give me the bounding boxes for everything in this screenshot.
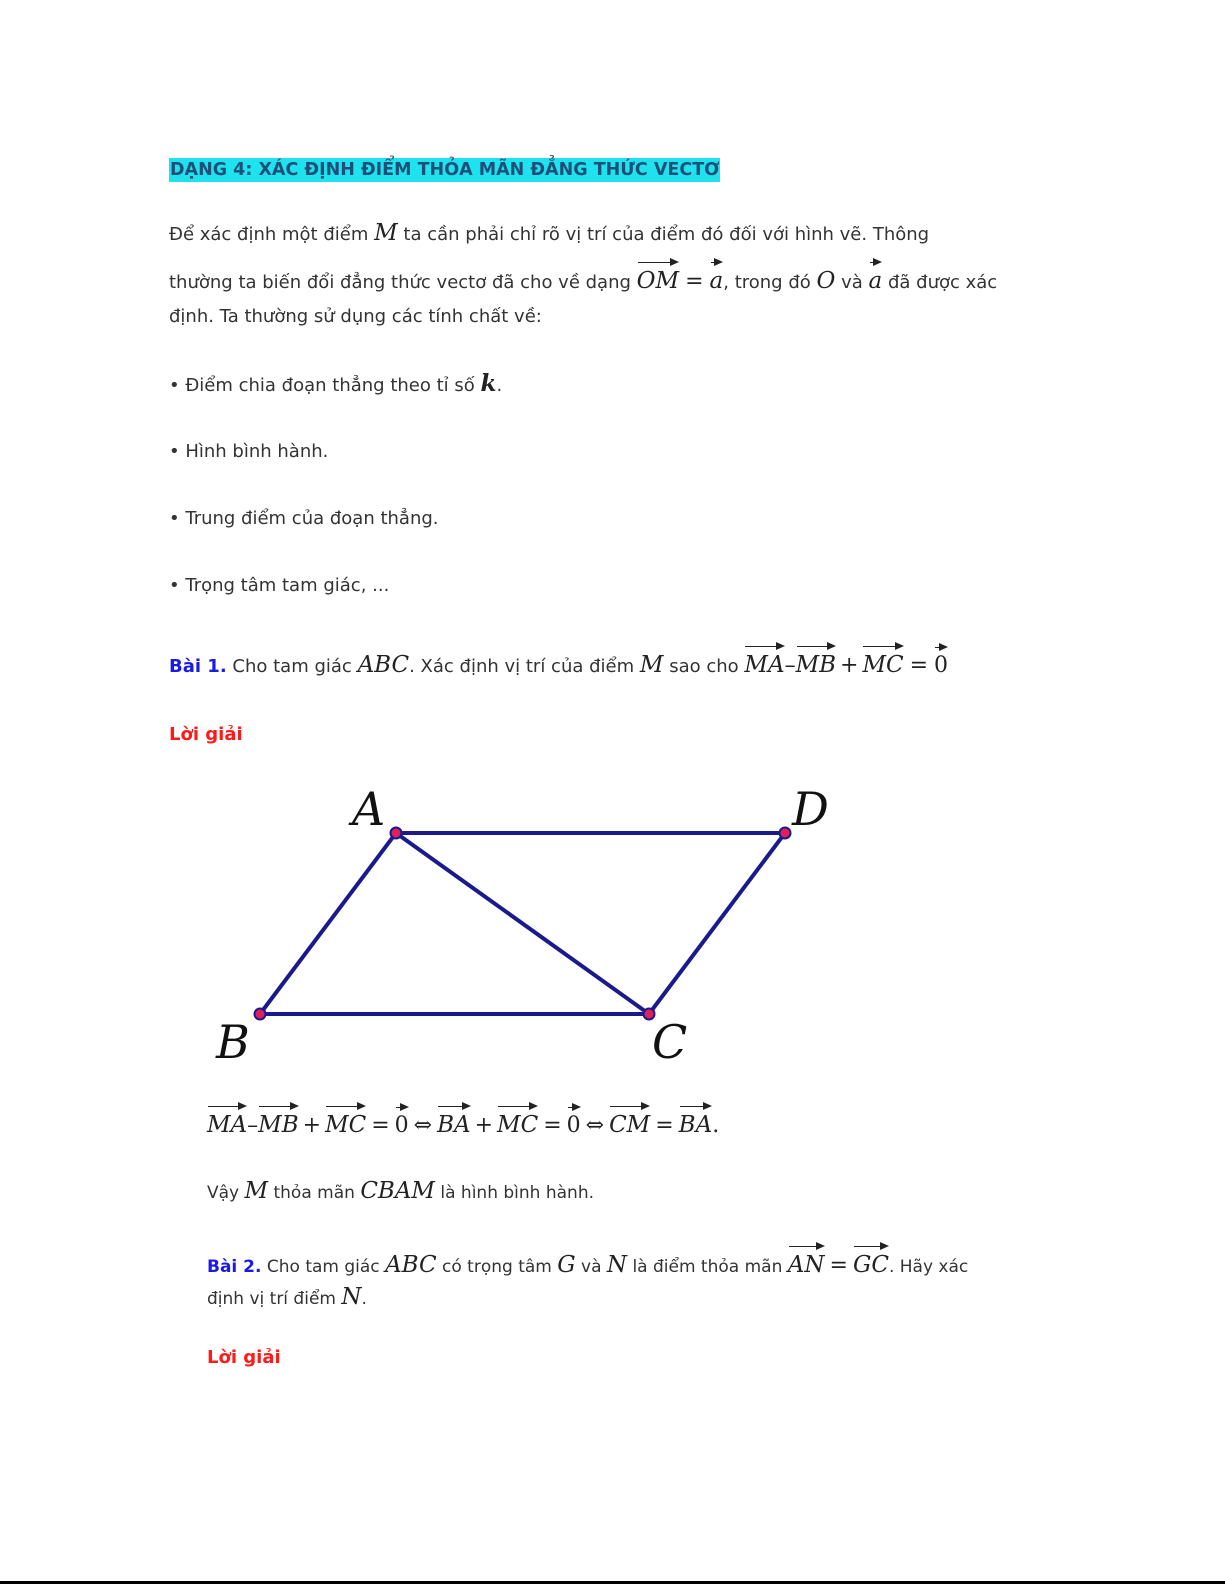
label-D: D (792, 782, 829, 836)
vector-GC: GC (853, 1240, 889, 1277)
segment-AC (396, 833, 649, 1014)
point-B (255, 1009, 266, 1020)
label-A: A (352, 782, 386, 836)
segment-CD (649, 833, 785, 1014)
exercise-2-line-2: định vị trí điểm N. (207, 1284, 367, 1310)
exercise-2-label: Bài 2. (207, 1257, 262, 1277)
vector-AN: AN (788, 1240, 825, 1277)
intro-line-1: Để xác định một điểm M ta cần phải chỉ rõ vị trí của điểm đó đối với hình vẽ. Thông (169, 220, 930, 246)
vector-MA: MA (744, 640, 784, 677)
math-M: M (374, 220, 398, 246)
bullet-item-2: • Hình bình hành. (169, 441, 329, 462)
section-heading: DẠNG 4: XÁC ĐỊNH ĐIỂM THỎA MÃN ĐẲNG THỨC VECTƠ (170, 160, 720, 180)
intro-line-2: thường ta biến đổi đẳng thức vectơ đã cho về dạng OM = a, trong đó O và a đã được xác (169, 256, 997, 294)
exercise-1: Bài 1. Cho tam giác ABC. Xác định vị trí của điểm M sao cho MA–MB + MC = 0 (169, 640, 948, 678)
segment-AB (260, 833, 396, 1014)
solution-1-conclusion: Vậy M thỏa mãn CBAM là hình bình hành. (207, 1178, 594, 1204)
page-bottom-border (0, 1581, 1225, 1584)
parallelogram-figure (200, 770, 860, 1080)
bullet-item-4: • Trọng tâm tam giác, ... (169, 575, 390, 596)
vector-a-2: a (869, 256, 883, 293)
point-D (780, 828, 791, 839)
solution-heading-1: Lời giải (169, 724, 243, 745)
vector-MB: MB (796, 640, 836, 677)
label-B: B (216, 1015, 250, 1069)
label-C: C (652, 1015, 688, 1069)
bullet-item-3: • Trung điểm của đoạn thẳng. (169, 508, 439, 529)
solution-heading-2: Lời giải (207, 1347, 281, 1368)
bullet-item-1: • Điểm chia đoạn thẳng theo tỉ số k. (169, 370, 503, 397)
intro-line-3: định. Ta thường sử dụng các tính chất về: (169, 306, 542, 327)
zero-vector: 0 (934, 641, 948, 677)
vector-a: a (710, 256, 724, 293)
solution-1-equation: MA–MB + MC = 0 ⇔ BA + MC = 0 ⇔ CM = BA. (207, 1100, 719, 1138)
vector-OM: OM (637, 256, 679, 293)
exercise-2-line-1: Bài 2. Cho tam giác ABC có trọng tâm G và N là điểm thỏa mãn AN = GC. Hãy xác (207, 1240, 968, 1278)
point-A (391, 828, 402, 839)
exercise-1-label: Bài 1. (169, 656, 227, 677)
vector-MC: MC (862, 640, 903, 677)
